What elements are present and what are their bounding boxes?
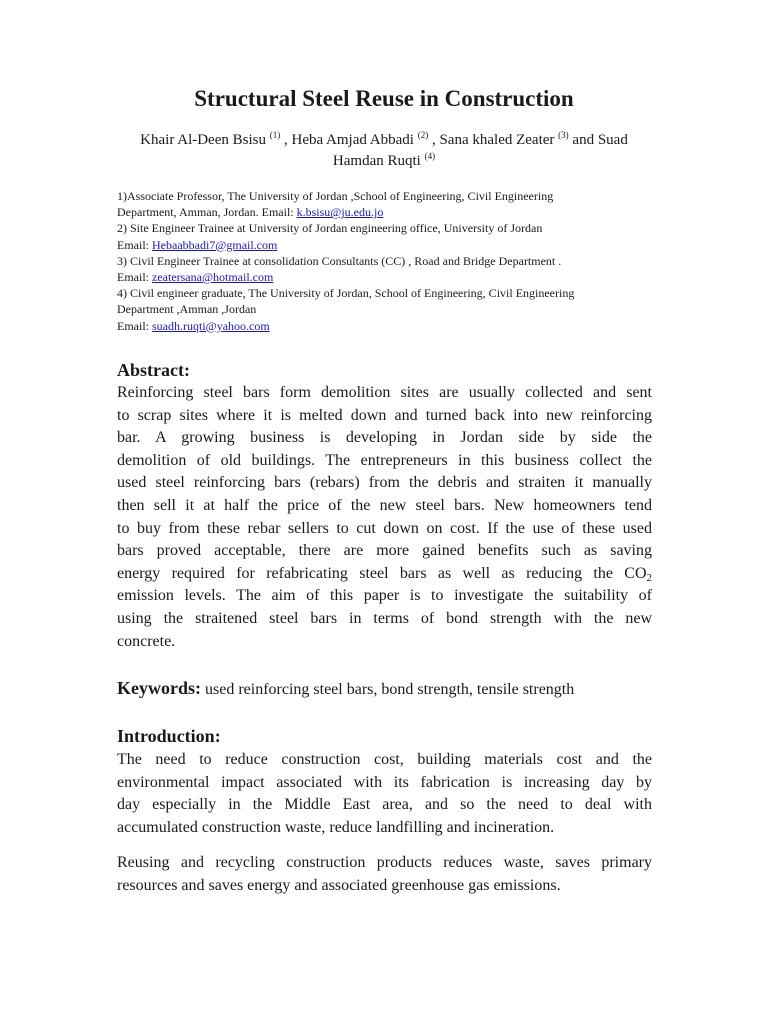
author-separator: ,: [283, 132, 288, 148]
affiliation-4-cont: Department ,Amman ,Jordan: [117, 302, 257, 317]
abstract-line: to buy from these rebar sellers to cut down on cost. If the use of these used: [117, 519, 652, 537]
abstract-line-co2: [117, 563, 652, 586]
abstract-line: bar. A growing business is developing in Jordan side by side the: [117, 429, 652, 447]
intro-line: The need to reduce construction cost, building materials cost and the: [117, 751, 652, 768]
abstract-line: bars proved acceptable, there are more gained benefits such as saving: [117, 542, 652, 560]
affiliation-4: 4) Civil engineer graduate, The University of Jordan, School of Engineering, Civil Engineering: [117, 286, 575, 301]
email-link-4[interactable]: suadh.ruqti@yahoo.com: [152, 318, 270, 333]
affiliation-mark: (2): [417, 130, 429, 140]
abstract-body: [117, 382, 652, 653]
abstract-line: then sell it at half the price of the new steel bars. New homeowners tend: [117, 496, 652, 514]
email-label: Email:: [117, 270, 152, 285]
affiliation-3-email: [117, 269, 657, 285]
intro-line: Reusing and recycling construction products reduces waste, saves primary: [117, 854, 652, 871]
email-link-1[interactable]: k.bsisu@ju.edu.jo: [296, 205, 384, 220]
subscript-2: 2: [646, 571, 652, 584]
introduction-paragraph-2: [117, 852, 652, 897]
abstract-line: used steel reinforcing bars (rebars) from the debris and straiten it manually: [117, 474, 652, 492]
author-name: Suad Hamdan Ruqti: [332, 132, 628, 169]
introduction-paragraph-1: [117, 749, 652, 839]
abstract-line: concrete.: [117, 632, 176, 650]
affiliation-3: 3) Civil Engineer Trainee at consolidation Consultants (CC) , Road and Bridge Department .: [117, 253, 562, 268]
email-link-3[interactable]: zeatersana@hotmail.com: [152, 270, 274, 285]
author-separator: ,: [431, 132, 436, 148]
email-label: Email:: [117, 237, 152, 252]
email-link-2[interactable]: Hebaabbadi7@gmail.com: [152, 237, 278, 252]
email-label: Email:: [117, 318, 152, 333]
author-name: Sana khaled Zeater: [439, 132, 555, 148]
intro-line: accumulated construction waste, reduce landfilling and incineration.: [117, 818, 555, 836]
author-list: [118, 130, 650, 172]
abstract-line: using the straitened steel bars in terms of bond strength with the new: [117, 609, 652, 627]
abstract-line: to scrap sites where it is melted down and turned back into new reinforcing: [117, 406, 652, 424]
affiliation-1: 1)Associate Professor, The University of Jordan ,School of Engineering, Civil Engineering: [117, 189, 554, 203]
affiliation-mark: (4): [424, 151, 436, 161]
affiliation-2: 2) Site Engineer Trainee at University of Jordan engineering office, University of Jordan: [117, 221, 543, 236]
abstract-heading: Abstract:: [117, 360, 190, 380]
affiliations-block: [117, 188, 657, 334]
keywords-label: Keywords:: [117, 678, 201, 698]
affiliation-4-email: [117, 318, 657, 334]
keywords-section: [117, 678, 574, 699]
abstract-line: emission levels. The aim of this paper is to investigate the suitability of: [117, 587, 652, 605]
affiliation-2-email: [117, 237, 657, 253]
abstract-line: demolition of old buildings. The entrepreneurs in this business collect the: [117, 451, 652, 469]
affiliation-mark: (3): [558, 130, 569, 140]
intro-line: resources and saves energy and associated greenhouse gas emissions.: [117, 876, 561, 894]
abstract-line-text: energy required for refabricating steel bars as well as reducing the CO: [117, 564, 647, 582]
abstract-line: Reinforcing steel bars form demolition sites are usually collected and sent: [117, 384, 652, 401]
introduction-heading: Introduction:: [117, 726, 221, 746]
intro-line: environmental impact associated with its fabrication is increasing day by: [117, 773, 652, 791]
author-separator: and: [572, 132, 595, 148]
author-name: Khair Al-Deen Bsisu: [140, 132, 266, 148]
author-name: Heba Amjad Abbadi: [291, 132, 414, 148]
keywords-text: used reinforcing steel bars, bond strength, tensile strength: [205, 681, 575, 698]
affiliation-1-cont: [117, 204, 657, 220]
affiliation-mark: (1): [269, 130, 281, 140]
paper-title: Structural Steel Reuse in Construction: [194, 86, 574, 111]
intro-line: day especially in the Middle East area, and so the need to deal with: [117, 796, 652, 814]
affiliation-1-text: Department, Amman, Jordan. Email:: [117, 205, 297, 220]
